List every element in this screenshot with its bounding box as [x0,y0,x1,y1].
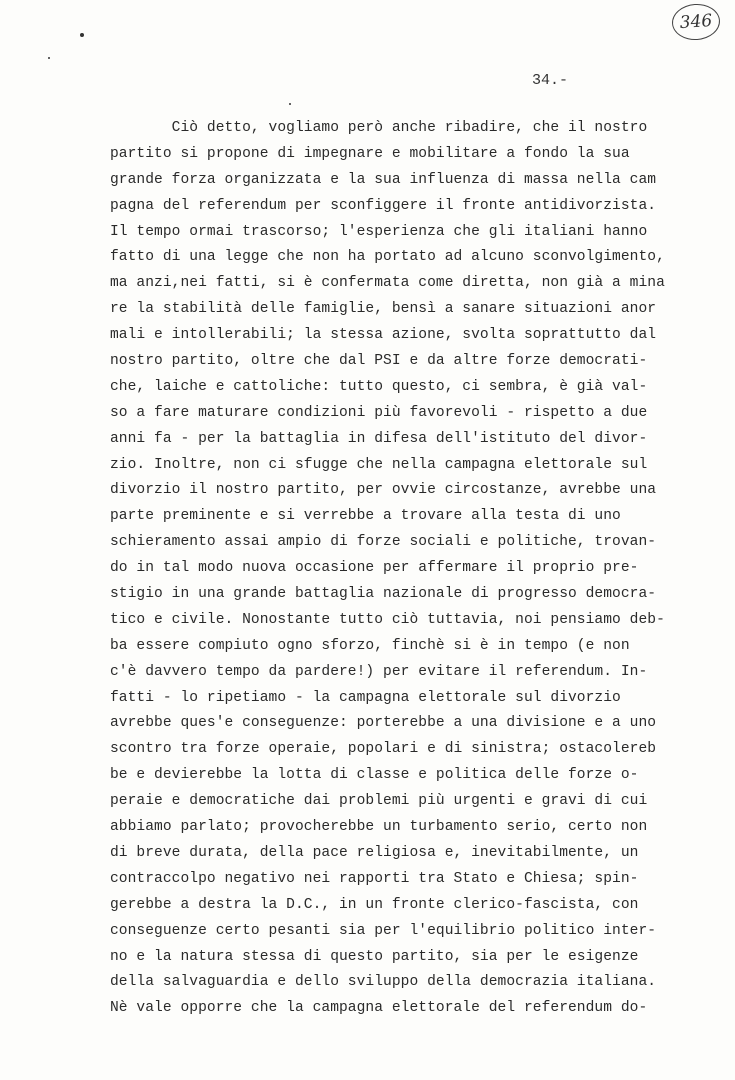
ink-speck [80,33,84,37]
text-line: mali e intollerabili; la stessa azione, svolta soprattutto dal [110,327,657,344]
text-line: zio. Inoltre, non ci sfugge che nella campagna elettorale sul [110,456,648,473]
ink-speck [289,103,291,105]
text-line: no e la natura stessa di questo partito, sia per le esigenze [110,948,639,965]
text-line: be e devierebbe la lotta di classe e politica delle forze o- [110,767,639,784]
text-line: ma anzi,nei fatti, si è confermata come diretta, non già a mina [110,275,665,292]
text-line: peraie e democratiche dai problemi più urgenti e gravi di cui [110,793,648,810]
text-line: scontro tra forze operaie, popolari e di sinistra; ostacolereb [110,741,657,758]
text-line: divorzio il nostro partito, per ovvie circostanze, avrebbe una [110,482,657,499]
text-line: ba essere compiuto ogno sforzo, finchè si è in tempo (e non [110,637,630,654]
ink-speck [48,57,50,59]
text-line: di breve durata, della pace religiosa e, inevitabilmente, un [110,844,639,861]
text-line: do in tal modo nuova occasione per affermare il proprio pre- [110,560,639,577]
text-line: anni fa - per la battaglia in difesa dell'istituto del divor- [110,430,648,447]
text-line: c'è davvero tempo da pardere!) per evitare il referendum. In- [110,663,648,680]
text-line: che, laiche e cattoliche: tutto questo, ci sembra, è già val- [110,378,648,395]
text-line: Nè vale opporre che la campagna elettorale del referendum do- [110,1000,648,1017]
text-line: parte preminente e si verrebbe a trovare alla testa di uno [110,508,621,525]
text-line: so a fare maturare condizioni più favorevoli - rispetto a due [110,404,648,421]
text-line: contraccolpo negativo nei rapporti tra Stato e Chiesa; spin- [110,870,639,887]
text-line: fatti - lo ripetiamo - la campagna elettorale sul divorzio [110,689,621,706]
text-line: conseguenze certo pesanti sia per l'equilibrio politico inter- [110,922,657,939]
text-line: pagna del referendum per sconfiggere il fronte antidivorzista. [110,197,657,214]
text-line: Ciò detto, vogliamo però anche ribadire, che il nostro [110,120,648,136]
text-line: fatto di una legge che non ha portato ad alcuno sconvolgimento, [110,249,665,266]
text-line: abbiamo parlato; provocherebbe un turbamento serio, certo non [110,819,648,836]
text-line: nostro partito, oltre che dal PSI e da altre forze democrati- [110,353,648,370]
text-line: gerebbe a destra la D.C., in un fronte clerico-fascista, con [110,896,639,913]
text-line: della salvaguardia e dello sviluppo della democrazia italiana. [110,974,657,991]
text-line: Il tempo ormai trascorso; l'esperienza che gli italiani hanno [110,223,648,240]
text-line: schieramento assai ampio di forze sociali e politiche, trovan- [110,534,657,551]
text-line: grande forza organizzata e la sua influenza di massa nella cam [110,171,657,188]
page-number: 34.- [532,72,569,89]
text-line: re la stabilità delle famiglie, bensì a sanare situazioni anor [110,301,657,318]
body-text [110,116,670,1022]
archive-page-stamp: 346 [671,2,721,41]
text-line: tico e civile. Nonostante tutto ciò tuttavia, noi pensiamo deb- [110,611,665,628]
text-line: stigio in una grande battaglia nazionale di progresso democra- [110,586,657,603]
text-line: avrebbe ques'e conseguenze: porterebbe a una divisione e a uno [110,715,657,732]
text-line: partito si propone di impegnare e mobilitare a fondo la sua [110,145,630,162]
